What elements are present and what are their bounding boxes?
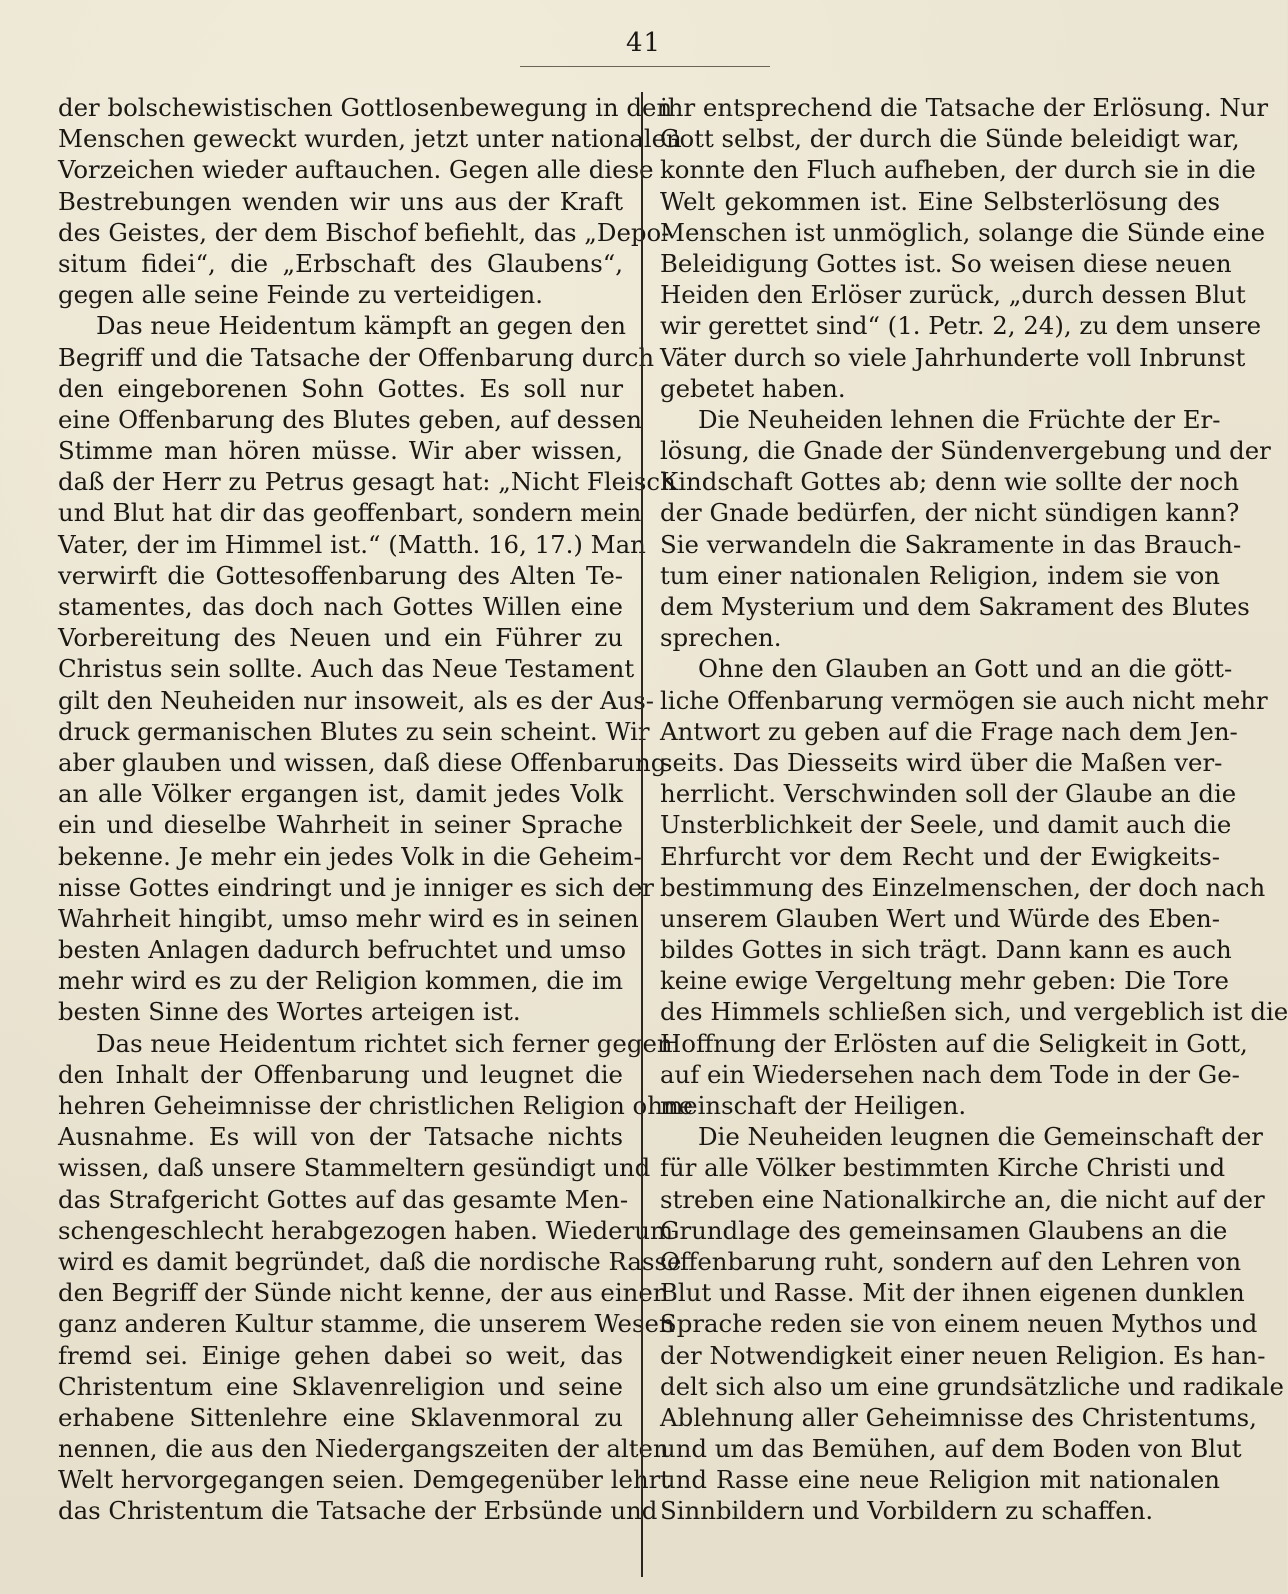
text-line: wird es damit begründet, daß die nordische Rasse bbox=[58, 1246, 682, 1276]
text-line: Ehrfurcht vor dem Recht und der Ewigkeits- bbox=[660, 841, 1220, 871]
text-line: Stimme man hören müsse. Wir aber wissen, bbox=[58, 436, 623, 466]
text-line: besten Sinne des Wortes arteigen ist. bbox=[58, 997, 521, 1027]
text-line: erhabene Sittenlehre eine Sklavenmoral zu bbox=[58, 1402, 623, 1432]
text-line: Unsterblichkeit der Seele, und damit auch die bbox=[660, 810, 1232, 840]
text-line: Die Neuheiden lehnen die Früchte der Er- bbox=[698, 404, 1221, 434]
text-line: Das neue Heidentum kämpft an gegen den bbox=[96, 311, 627, 341]
text-line: wir gerettet sind“ (1. Petr. 2, 24), zu dem unsere bbox=[660, 311, 1262, 341]
text-line: Begriff und die Tatsache der Offenbarung durch bbox=[58, 342, 655, 372]
text-line: Welt gekommen ist. Eine Selbsterlösung des bbox=[660, 186, 1220, 216]
text-line: Blut und Rasse. Mit der ihnen eigenen dunklen bbox=[660, 1278, 1245, 1308]
text-line: stamentes, das doch nach Gottes Willen eine bbox=[58, 592, 623, 621]
text-line: Ohne den Glauben an Gott und an die gött- bbox=[698, 654, 1233, 684]
text-line: auf ein Wiedersehen nach dem Tode in der Ge- bbox=[660, 1059, 1240, 1089]
text-line: Menschen ist unmöglich, solange die Sünde eine bbox=[660, 217, 1266, 247]
text-line: fremd sei. Einige gehen dabei so weit, das bbox=[58, 1340, 623, 1370]
text-line: nisse Gottes eindringt und je inniger es sich der bbox=[58, 872, 654, 902]
text-line: unserem Glauben Wert und Würde des Eben- bbox=[660, 903, 1220, 933]
text-line: und Rasse eine neue Religion mit nationalen bbox=[660, 1465, 1220, 1495]
text-line: hehren Geheimnisse der christlichen Religion ohne bbox=[58, 1091, 694, 1120]
text-line: das Strafgericht Gottes auf das gesamte Men- bbox=[58, 1184, 629, 1214]
text-line: bildes Gottes in sich trägt. Dann kann es auch bbox=[660, 935, 1232, 965]
text-line: Ablehnung aller Geheimnisse des Christentums, bbox=[660, 1402, 1257, 1432]
text-line: gebetet haben. bbox=[660, 373, 846, 403]
text-line: lösung, die Gnade der Sündenvergebung und der bbox=[660, 436, 1271, 466]
text-line: Vorbereitung des Neuen und ein Führer zu bbox=[58, 623, 623, 653]
text-line: eine Offenbarung des Blutes geben, auf dessen bbox=[58, 404, 643, 434]
text-line: meinschaft der Heiligen. bbox=[660, 1091, 967, 1120]
text-line: bekenne. Je mehr ein jedes Volk in die Geheim- bbox=[58, 841, 642, 871]
text-line: der Notwendigkeit einer neuen Religion. Es han- bbox=[660, 1340, 1266, 1370]
text-line: bestimmung des Einzelmenschen, der doch nach bbox=[660, 872, 1266, 902]
text-line: situm fidei“, die „Erbschaft des Glaubens“, bbox=[58, 248, 623, 278]
header-rule bbox=[520, 66, 770, 67]
text-line: den eingeborenen Sohn Gottes. Es soll nur bbox=[58, 373, 623, 403]
text-line: Kindschaft Gottes ab; denn wie sollte der noch bbox=[660, 467, 1240, 497]
text-line: Bestrebungen wenden wir uns aus der Kraft bbox=[58, 186, 623, 216]
right-text-column bbox=[660, 92, 1288, 1527]
text-line: Christus sein sollte. Auch das Neue Testament bbox=[58, 654, 635, 684]
text-line: und um das Bemühen, auf dem Boden von Blut bbox=[660, 1434, 1242, 1464]
text-line: Die Neuheiden leugnen die Gemeinschaft der bbox=[698, 1122, 1263, 1152]
text-line: keine ewige Vergeltung mehr geben: Die Tore bbox=[660, 966, 1229, 996]
text-line: druck germanischen Blutes zu sein scheint. Wir bbox=[58, 716, 650, 746]
text-line: Vater, der im Himmel ist.“ (Matth. 16, 17.) Man bbox=[58, 529, 646, 559]
text-line: aber glauben und wissen, daß diese Offenbarung bbox=[58, 747, 667, 777]
text-line: daß der Herr zu Petrus gesagt hat: „Nicht Fleisch bbox=[58, 467, 676, 497]
text-line: des Geistes, der dem Bischof befiehlt, das „Depo- bbox=[58, 217, 670, 247]
text-line: Väter durch so viele Jahrhunderte voll Inbrunst bbox=[660, 342, 1246, 372]
text-line: mehr wird es zu der Religion kommen, die im bbox=[58, 966, 623, 996]
text-line: Sie verwandeln die Sakramente in das Brauch- bbox=[660, 529, 1242, 559]
text-line: verwirft die Gottesoffenbarung des Alten Te- bbox=[58, 560, 623, 590]
text-line: das Christentum die Tatsache der Erbsünde und bbox=[58, 1496, 658, 1526]
text-line: des Himmels schließen sich, und vergeblich ist die bbox=[660, 997, 1288, 1027]
text-line: der Gnade bedürfen, der nicht sündigen kann? bbox=[660, 498, 1240, 528]
text-line: konnte den Fluch aufheben, der durch sie in die bbox=[660, 155, 1256, 185]
text-line: ihr entsprechend die Tatsache der Erlösung. Nur bbox=[660, 93, 1269, 122]
text-line: ein und dieselbe Wahrheit in seiner Sprache bbox=[58, 810, 623, 840]
text-line: Grundlage des gemeinsamen Glaubens an die bbox=[660, 1215, 1228, 1245]
text-line: den Begriff der Sünde nicht kenne, der aus einer bbox=[58, 1278, 665, 1308]
text-line: herrlicht. Verschwinden soll der Glaube an die bbox=[660, 779, 1237, 809]
text-line: seits. Das Diesseits wird über die Maßen ver- bbox=[660, 747, 1223, 777]
text-line: den Inhalt der Offenbarung und leugnet die bbox=[58, 1059, 623, 1089]
text-line: Hoffnung der Erlösten auf die Seligkeit in Gott, bbox=[660, 1028, 1248, 1058]
text-line: Beleidigung Gottes ist. So weisen diese neuen bbox=[660, 248, 1232, 278]
text-line: nennen, die aus den Niedergangszeiten der alten bbox=[58, 1434, 669, 1464]
text-line: wissen, daß unsere Stammeltern gesündigt und bbox=[58, 1153, 651, 1183]
text-line: streben eine Nationalkirche an, die nicht auf der bbox=[660, 1184, 1265, 1214]
text-line: Heiden den Erlöser zurück, „durch dessen Blut bbox=[660, 280, 1246, 310]
left-text-column bbox=[58, 92, 694, 1527]
text-line: Gott selbst, der durch die Sünde beleidigt war, bbox=[660, 124, 1240, 154]
text-line: dem Mysterium und dem Sakrament des Blutes bbox=[660, 592, 1250, 621]
text-line: Menschen geweckt wurden, jetzt unter nationalen bbox=[58, 124, 682, 154]
text-line: Sinnbildern und Vorbildern zu schaffen. bbox=[660, 1496, 1154, 1526]
text-line: Das neue Heidentum richtet sich ferner gegen bbox=[96, 1028, 673, 1058]
text-line: Vorzeichen wieder auftauchen. Gegen alle diese bbox=[58, 155, 654, 185]
text-line: Welt hervorgegangen seien. Demgegenüber lehrt bbox=[58, 1465, 671, 1495]
text-line: Wahrheit hingibt, umso mehr wird es in seinen bbox=[58, 903, 639, 933]
text-line: Ausnahme. Es will von der Tatsache nichts bbox=[58, 1122, 623, 1152]
text-line: und Blut hat dir das geoffenbart, sondern mein bbox=[58, 498, 642, 528]
text-line: tum einer nationalen Religion, indem sie von bbox=[660, 560, 1220, 590]
text-line: Antwort zu geben auf die Frage nach dem Jen- bbox=[660, 716, 1238, 746]
text-line: schengeschlecht herabgezogen haben. Wiederum bbox=[58, 1215, 674, 1245]
text-line: Sprache reden sie von einem neuen Mythos und bbox=[660, 1309, 1258, 1339]
page-number: 41 bbox=[625, 28, 662, 58]
text-line: gilt den Neuheiden nur insoweit, als es der Aus- bbox=[58, 685, 655, 715]
text-line: gegen alle seine Feinde zu verteidigen. bbox=[58, 280, 544, 310]
text-line: liche Offenbarung vermögen sie auch nicht mehr bbox=[660, 685, 1268, 715]
text-line: der bolschewistischen Gottlosenbewegung in den bbox=[58, 93, 673, 122]
text-line: Offenbarung ruht, sondern auf den Lehren von bbox=[660, 1246, 1242, 1276]
text-line: ganz anderen Kultur stamme, die unserem Wesen bbox=[58, 1309, 675, 1339]
text-line: besten Anlagen dadurch befruchtet und umso bbox=[58, 935, 627, 965]
text-line: Christentum eine Sklavenreligion und seine bbox=[58, 1371, 623, 1401]
text-line: sprechen. bbox=[660, 623, 782, 653]
text-line: für alle Völker bestimmten Kirche Christi und bbox=[660, 1153, 1226, 1183]
text-line: an alle Völker ergangen ist, damit jedes Volk bbox=[58, 779, 623, 809]
text-line: delt sich also um eine grundsätzliche und radikale bbox=[660, 1371, 1284, 1401]
column-divider bbox=[641, 92, 643, 1577]
